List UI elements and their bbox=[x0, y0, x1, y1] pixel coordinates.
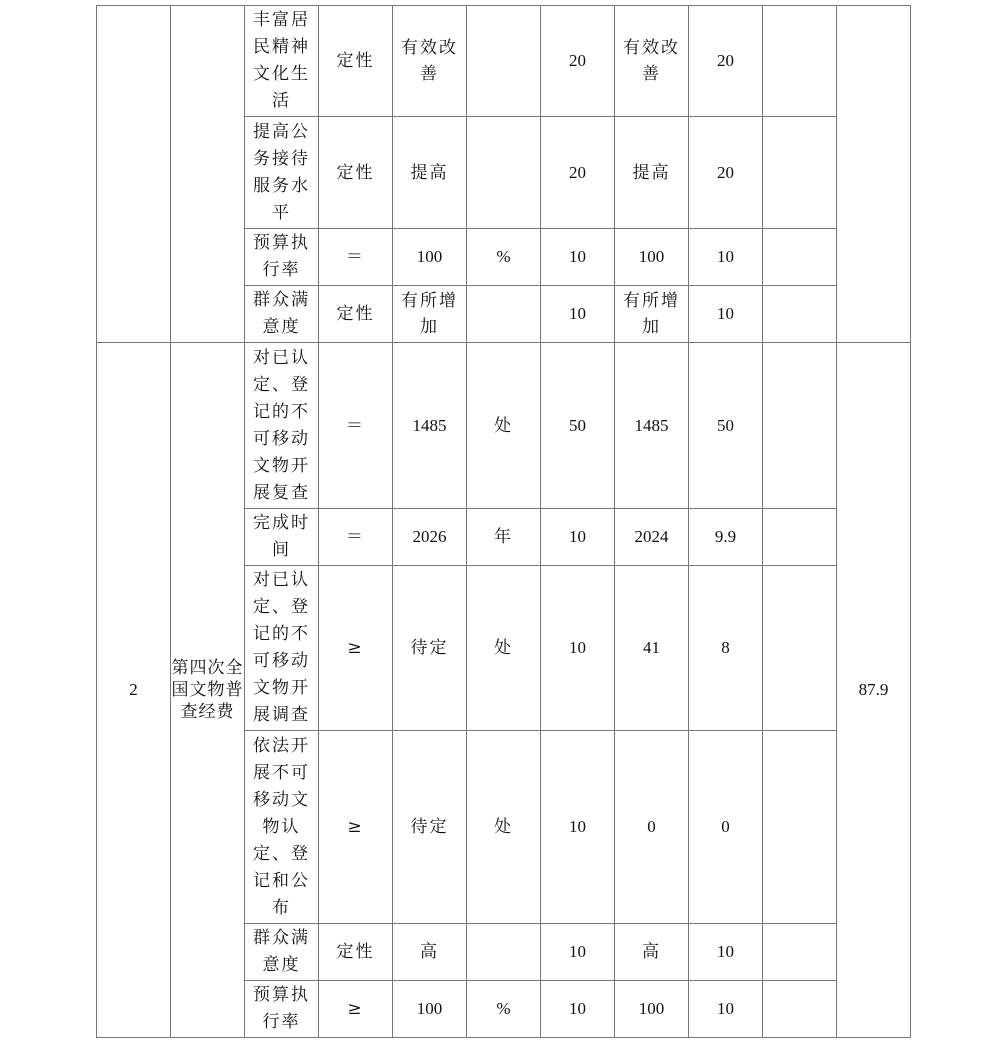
target-cell: 待定 bbox=[393, 566, 467, 731]
unit-cell: 处 bbox=[467, 731, 541, 924]
project-name-cell-prev bbox=[171, 6, 245, 343]
note-cell bbox=[763, 981, 837, 1038]
indicator-cell: 群众满意度 bbox=[245, 286, 319, 343]
symbol-cell: 定性 bbox=[319, 6, 393, 117]
symbol-cell: ≥ bbox=[319, 731, 393, 924]
target-cell: 100 bbox=[393, 981, 467, 1038]
actual-cell: 有所增加 bbox=[615, 286, 689, 343]
project-name-cell: 第四次全国文物普查经费 bbox=[171, 343, 245, 1038]
actual-cell: 2024 bbox=[615, 509, 689, 566]
score-cell: 10 bbox=[689, 229, 763, 286]
target-cell: 待定 bbox=[393, 731, 467, 924]
weight-cell: 10 bbox=[541, 286, 615, 343]
unit-cell: 年 bbox=[467, 509, 541, 566]
weight-cell: 10 bbox=[541, 981, 615, 1038]
target-cell: 有所增加 bbox=[393, 286, 467, 343]
note-cell bbox=[763, 6, 837, 117]
performance-table bbox=[96, 5, 911, 1038]
symbol-cell: ＝ bbox=[319, 343, 393, 509]
unit-cell: % bbox=[467, 981, 541, 1038]
note-cell bbox=[763, 286, 837, 343]
note-cell bbox=[763, 509, 837, 566]
unit-cell bbox=[467, 6, 541, 117]
score-cell: 10 bbox=[689, 286, 763, 343]
actual-cell: 有效改善 bbox=[615, 6, 689, 117]
weight-cell: 10 bbox=[541, 509, 615, 566]
note-cell bbox=[763, 343, 837, 509]
score-cell: 20 bbox=[689, 117, 763, 229]
unit-cell: % bbox=[467, 229, 541, 286]
note-cell bbox=[763, 731, 837, 924]
score-cell: 10 bbox=[689, 981, 763, 1038]
note-cell bbox=[763, 117, 837, 229]
unit-cell bbox=[467, 924, 541, 981]
note-cell bbox=[763, 229, 837, 286]
actual-cell: 高 bbox=[615, 924, 689, 981]
weight-cell: 10 bbox=[541, 731, 615, 924]
symbol-cell: 定性 bbox=[319, 286, 393, 343]
project-index-cell: 2 bbox=[97, 343, 171, 1038]
indicator-cell: 提高公务接待服务水平 bbox=[245, 117, 319, 229]
actual-cell: 提高 bbox=[615, 117, 689, 229]
indicator-cell: 对已认定、登记的不可移动文物开展调查 bbox=[245, 566, 319, 731]
symbol-cell: 定性 bbox=[319, 924, 393, 981]
symbol-cell: ≥ bbox=[319, 566, 393, 731]
actual-cell: 100 bbox=[615, 981, 689, 1038]
total-score-cell: 87.9 bbox=[837, 343, 911, 1038]
target-cell: 2026 bbox=[393, 509, 467, 566]
target-cell: 有效改善 bbox=[393, 6, 467, 117]
score-cell: 10 bbox=[689, 924, 763, 981]
indicator-cell: 丰富居民精神文化生活 bbox=[245, 6, 319, 117]
target-cell: 1485 bbox=[393, 343, 467, 509]
unit-cell: 处 bbox=[467, 566, 541, 731]
note-cell bbox=[763, 924, 837, 981]
indicator-cell: 完成时间 bbox=[245, 509, 319, 566]
target-cell: 100 bbox=[393, 229, 467, 286]
indicator-cell: 对已认定、登记的不可移动文物开展复查 bbox=[245, 343, 319, 509]
table-row bbox=[97, 343, 911, 509]
weight-cell: 10 bbox=[541, 566, 615, 731]
unit-cell: 处 bbox=[467, 343, 541, 509]
symbol-cell: ＝ bbox=[319, 509, 393, 566]
target-cell: 提高 bbox=[393, 117, 467, 229]
target-cell: 高 bbox=[393, 924, 467, 981]
indicator-cell: 依法开展不可移动文物认定、登记和公布 bbox=[245, 731, 319, 924]
score-cell: 20 bbox=[689, 6, 763, 117]
symbol-cell: ＝ bbox=[319, 229, 393, 286]
weight-cell: 20 bbox=[541, 6, 615, 117]
symbol-cell: 定性 bbox=[319, 117, 393, 229]
actual-cell: 41 bbox=[615, 566, 689, 731]
score-cell: 8 bbox=[689, 566, 763, 731]
unit-cell bbox=[467, 286, 541, 343]
actual-cell: 1485 bbox=[615, 343, 689, 509]
indicator-cell: 预算执行率 bbox=[245, 229, 319, 286]
total-score-cell-prev bbox=[837, 6, 911, 343]
note-cell bbox=[763, 566, 837, 731]
unit-cell bbox=[467, 117, 541, 229]
score-cell: 9.9 bbox=[689, 509, 763, 566]
score-cell: 50 bbox=[689, 343, 763, 509]
actual-cell: 0 bbox=[615, 731, 689, 924]
symbol-cell: ≥ bbox=[319, 981, 393, 1038]
weight-cell: 10 bbox=[541, 229, 615, 286]
indicator-cell: 预算执行率 bbox=[245, 981, 319, 1038]
indicator-cell: 群众满意度 bbox=[245, 924, 319, 981]
table-row bbox=[97, 6, 911, 117]
weight-cell: 10 bbox=[541, 924, 615, 981]
actual-cell: 100 bbox=[615, 229, 689, 286]
weight-cell: 50 bbox=[541, 343, 615, 509]
project-index-cell-prev bbox=[97, 6, 171, 343]
weight-cell: 20 bbox=[541, 117, 615, 229]
score-cell: 0 bbox=[689, 731, 763, 924]
